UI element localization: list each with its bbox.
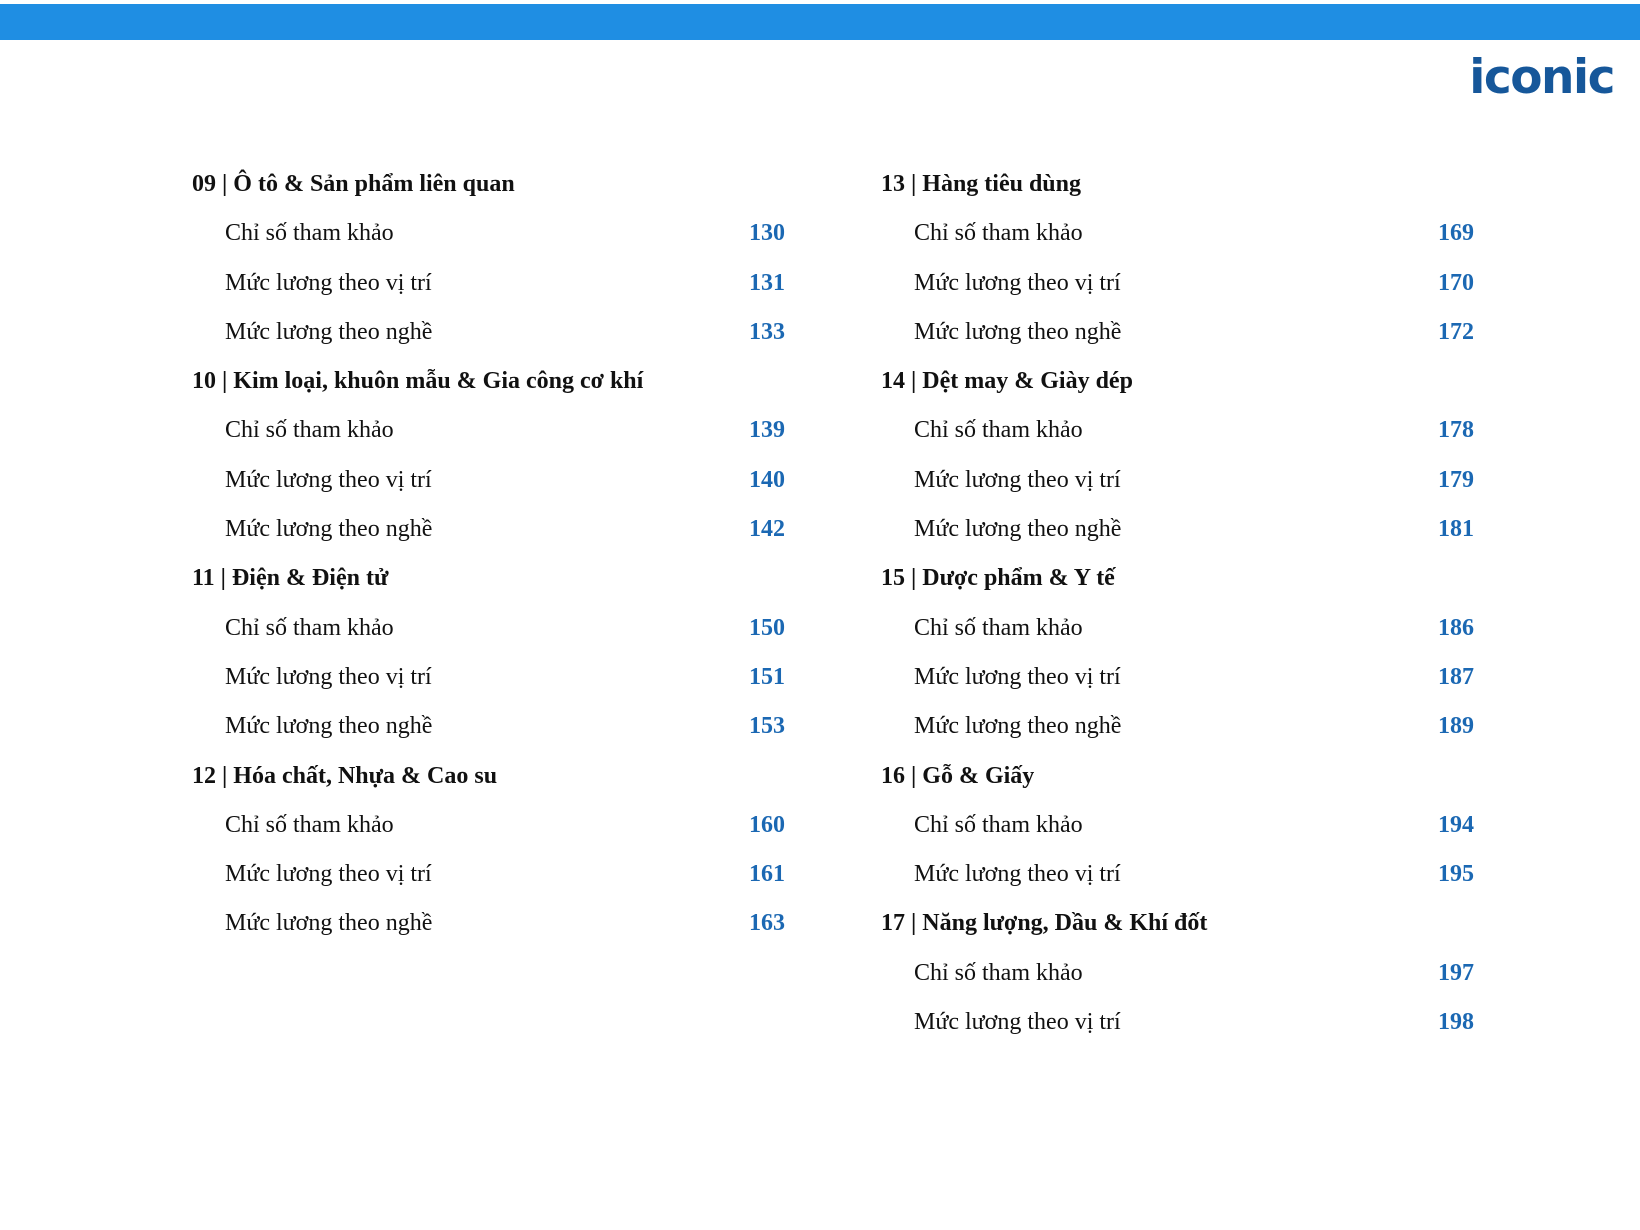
entry-label: Chỉ số tham khảo [914,811,1083,838]
toc-entry [192,604,785,653]
toc-entry [881,259,1474,308]
toc-entry [881,702,1474,751]
toc-entry [192,850,785,899]
entry-label: Chỉ số tham khảo [914,959,1083,986]
toc-section [192,554,785,751]
page-number-link[interactable]: 187 [1438,663,1474,690]
toc-entry [881,801,1474,850]
section-title: 14 | Dệt may & Giày dép [881,368,1133,395]
entry-label: Mức lương theo vị trí [225,861,432,888]
entry-label: Mức lương theo nghề [914,516,1122,543]
entry-label: Mức lương theo vị trí [225,663,432,690]
toc-entry [192,308,785,357]
toc-column-right [881,160,1474,1047]
entry-label: Chỉ số tham khảo [225,220,394,247]
toc-section [192,160,785,357]
entry-label: Mức lương theo vị trí [225,269,432,296]
section-title: 13 | Hàng tiêu dùng [881,171,1082,197]
entry-label: Mức lương theo nghề [225,713,433,740]
toc-entry [881,406,1474,455]
toc-entry [881,308,1474,357]
toc-entry [192,702,785,751]
entry-label: Mức lương theo nghề [225,910,433,937]
entry-label: Chỉ số tham khảo [914,417,1083,444]
page-number-link[interactable]: 194 [1438,811,1474,838]
page-number-link[interactable]: 179 [1438,466,1474,493]
toc-entry [881,505,1474,554]
toc-entry [881,998,1474,1047]
entry-label: Mức lương theo vị trí [914,663,1121,690]
page-number-link[interactable]: 163 [749,910,785,937]
toc-entry [881,850,1474,899]
entry-label: Chỉ số tham khảo [914,220,1083,247]
toc-entry [192,653,785,702]
page-number-link[interactable]: 169 [1438,220,1474,247]
page-number-link[interactable]: 150 [749,614,785,641]
section-title: 17 | Năng lượng, Dầu & Khí đốt [881,910,1208,937]
page-number-link[interactable]: 198 [1438,1009,1474,1036]
entry-label: Mức lương theo nghề [914,318,1122,345]
toc-entry [192,801,785,850]
entry-label: Mức lương theo nghề [225,318,433,345]
page-number-link[interactable]: 172 [1438,318,1474,345]
entry-label: Mức lương theo vị trí [914,466,1121,493]
toc-column-left [192,160,785,949]
toc-entry [192,505,785,554]
entry-label: Mức lương theo vị trí [914,1009,1121,1036]
page-number-link[interactable]: 181 [1438,516,1474,543]
entry-label: Chỉ số tham khảo [225,614,394,641]
page-number-link[interactable]: 170 [1438,269,1474,296]
page-number-link[interactable]: 153 [749,713,785,740]
section-title: 11 | Điện & Điện tử [192,565,389,592]
page-number-link[interactable]: 197 [1438,959,1474,986]
page-number-link[interactable]: 160 [749,811,785,838]
section-title: 12 | Hóa chất, Nhựa & Cao su [192,762,498,789]
page-number-link[interactable]: 161 [749,861,785,888]
toc-section [881,357,1474,554]
page-number-link[interactable]: 178 [1438,417,1474,444]
entry-label: Mức lương theo vị trí [914,269,1121,296]
toc-entry [881,209,1474,258]
toc-entry [881,604,1474,653]
toc-section [881,160,1474,357]
entry-label: Chỉ số tham khảo [914,614,1083,641]
toc-section [881,899,1474,1047]
page-number-link[interactable]: 140 [749,466,785,493]
toc-entry [192,259,785,308]
entry-label: Mức lương theo nghề [225,516,433,543]
toc-entry [881,653,1474,702]
iconic-logo: iconic [1469,50,1614,105]
toc-section [192,357,785,554]
page-number-link[interactable]: 133 [749,318,785,345]
page-number-link[interactable]: 189 [1438,713,1474,740]
page-number-link[interactable]: 130 [749,220,785,247]
toc-entry [192,406,785,455]
entry-label: Chỉ số tham khảo [225,417,394,444]
page-number-link[interactable]: 195 [1438,861,1474,888]
toc-entry [192,209,785,258]
page-number-link[interactable]: 186 [1438,614,1474,641]
toc-entry [192,456,785,505]
top-accent-bar [0,4,1640,40]
toc-section [881,554,1474,751]
toc-section [881,752,1474,900]
section-title: 15 | Dược phẩm & Y tế [881,565,1115,592]
toc-section [192,752,785,949]
section-title: 09 | Ô tô & Sản phẩm liên quan [192,171,515,197]
entry-label: Chỉ số tham khảo [225,811,394,838]
page-number-link[interactable]: 151 [749,663,785,690]
toc-entry [881,456,1474,505]
entry-label: Mức lương theo vị trí [225,466,432,493]
section-title: 10 | Kim loại, khuôn mẫu & Gia công cơ khí [192,368,644,395]
page-number-link[interactable]: 131 [749,269,785,296]
toc-entry [881,949,1474,998]
section-title: 16 | Gỗ & Giấy [881,762,1035,789]
entry-label: Mức lương theo vị trí [914,861,1121,888]
toc-entry [192,899,785,948]
entry-label: Mức lương theo nghề [914,713,1122,740]
page-number-link[interactable]: 142 [749,516,785,543]
page-number-link[interactable]: 139 [749,417,785,444]
